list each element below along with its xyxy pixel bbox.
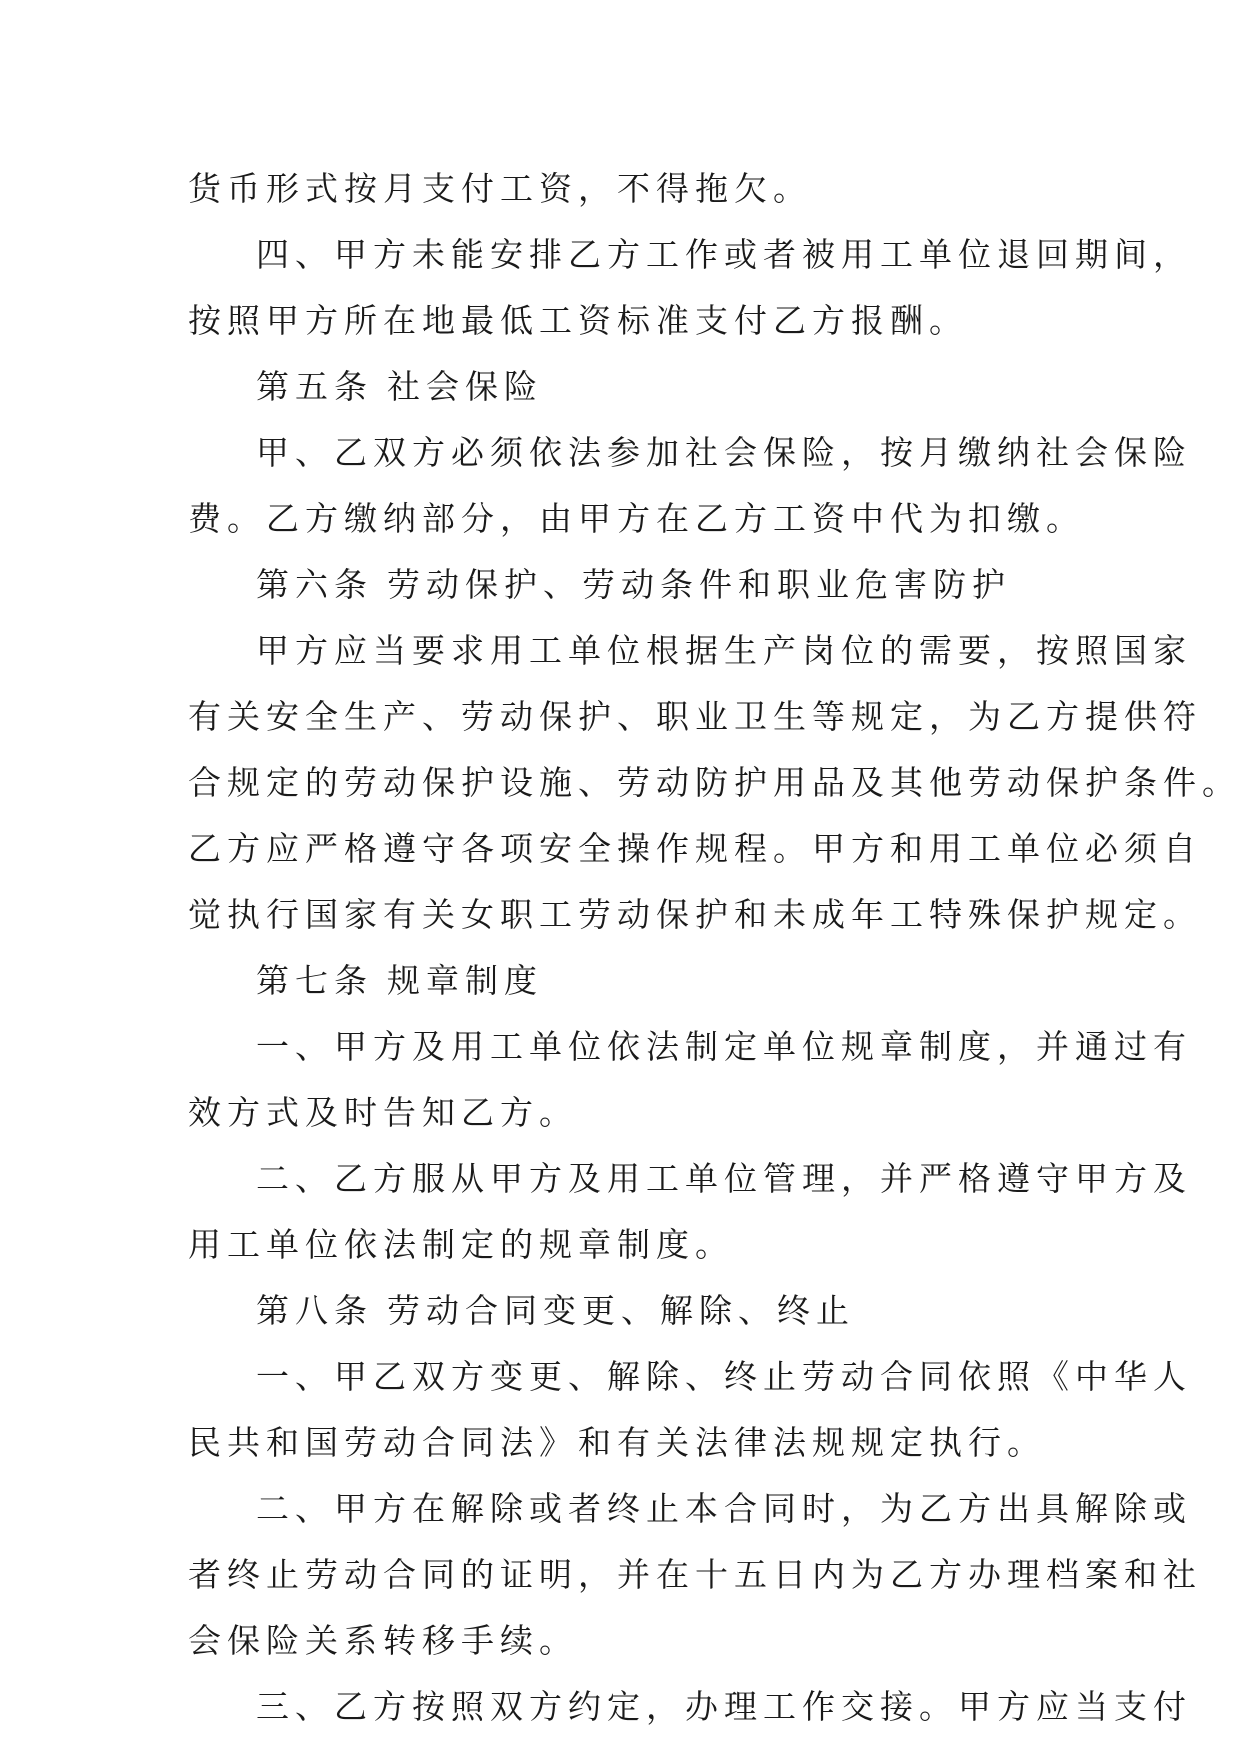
article-number: 第八条 xyxy=(256,1291,373,1330)
article-number: 第五条 xyxy=(256,367,373,406)
text-line: 按照甲方所在地最低工资标准支付乙方报酬。 xyxy=(188,301,968,340)
text-line: 费。乙方缴纳部分，由甲方在乙方工资中代为扣缴。 xyxy=(188,499,1085,538)
text-line: 合规定的劳动保护设施、劳动防护用品及其他劳动保护条件。 xyxy=(188,763,1241,802)
text-line: 效方式及时告知乙方。 xyxy=(188,1093,578,1132)
article-title: 劳动合同变更、解除、终止 xyxy=(387,1291,855,1330)
article-title: 劳动保护、劳动条件和职业危害防护 xyxy=(387,565,1011,604)
text-line: 二、乙方服从甲方及用工单位管理，并严格遵守甲方及 xyxy=(256,1159,1192,1198)
text-line: 甲、乙双方必须依法参加社会保险，按月缴纳社会保险 xyxy=(256,433,1192,472)
text-line: 二、甲方在解除或者终止本合同时，为乙方出具解除或 xyxy=(256,1489,1192,1528)
document-body xyxy=(188,156,1241,1740)
text-line: 一、甲乙双方变更、解除、终止劳动合同依照《中华人 xyxy=(256,1357,1192,1396)
text-line: 觉执行国家有关女职工劳动保护和未成年工特殊保护规定。 xyxy=(188,895,1202,934)
text-line: 甲方应当要求用工单位根据生产岗位的需要，按照国家 xyxy=(256,631,1192,670)
article-heading-5 xyxy=(188,354,1068,420)
text-line: 一、甲方及用工单位依法制定单位规章制度，并通过有 xyxy=(256,1027,1192,1066)
article-title: 规章制度 xyxy=(387,961,543,1000)
article-heading-7 xyxy=(188,948,1068,1014)
text-line: 民共和国劳动合同法》和有关法律法规规定执行。 xyxy=(188,1423,1046,1462)
text-line: 乙方应严格遵守各项安全操作规程。甲方和用工单位必须自 xyxy=(188,829,1202,868)
article-title: 社会保险 xyxy=(387,367,543,406)
article-number: 第七条 xyxy=(256,961,373,1000)
text-line: 会保险关系转移手续。 xyxy=(188,1621,578,1660)
text-line: 四、甲方未能安排乙方工作或者被用工单位退回期间， xyxy=(256,235,1192,274)
article-number: 第六条 xyxy=(256,565,373,604)
article-heading-6 xyxy=(188,552,1068,618)
text-line: 用工单位依法制定的规章制度。 xyxy=(188,1225,734,1264)
text-line: 者终止劳动合同的证明，并在十五日内为乙方办理档案和社 xyxy=(188,1555,1202,1594)
text-line: 有关安全生产、劳动保护、职业卫生等规定，为乙方提供符 xyxy=(188,697,1202,736)
text-line: 货币形式按月支付工资，不得拖欠。 xyxy=(188,169,812,208)
text-line: 三、乙方按照双方约定，办理工作交接。甲方应当支付 xyxy=(256,1687,1192,1726)
article-heading-8 xyxy=(188,1278,1068,1344)
